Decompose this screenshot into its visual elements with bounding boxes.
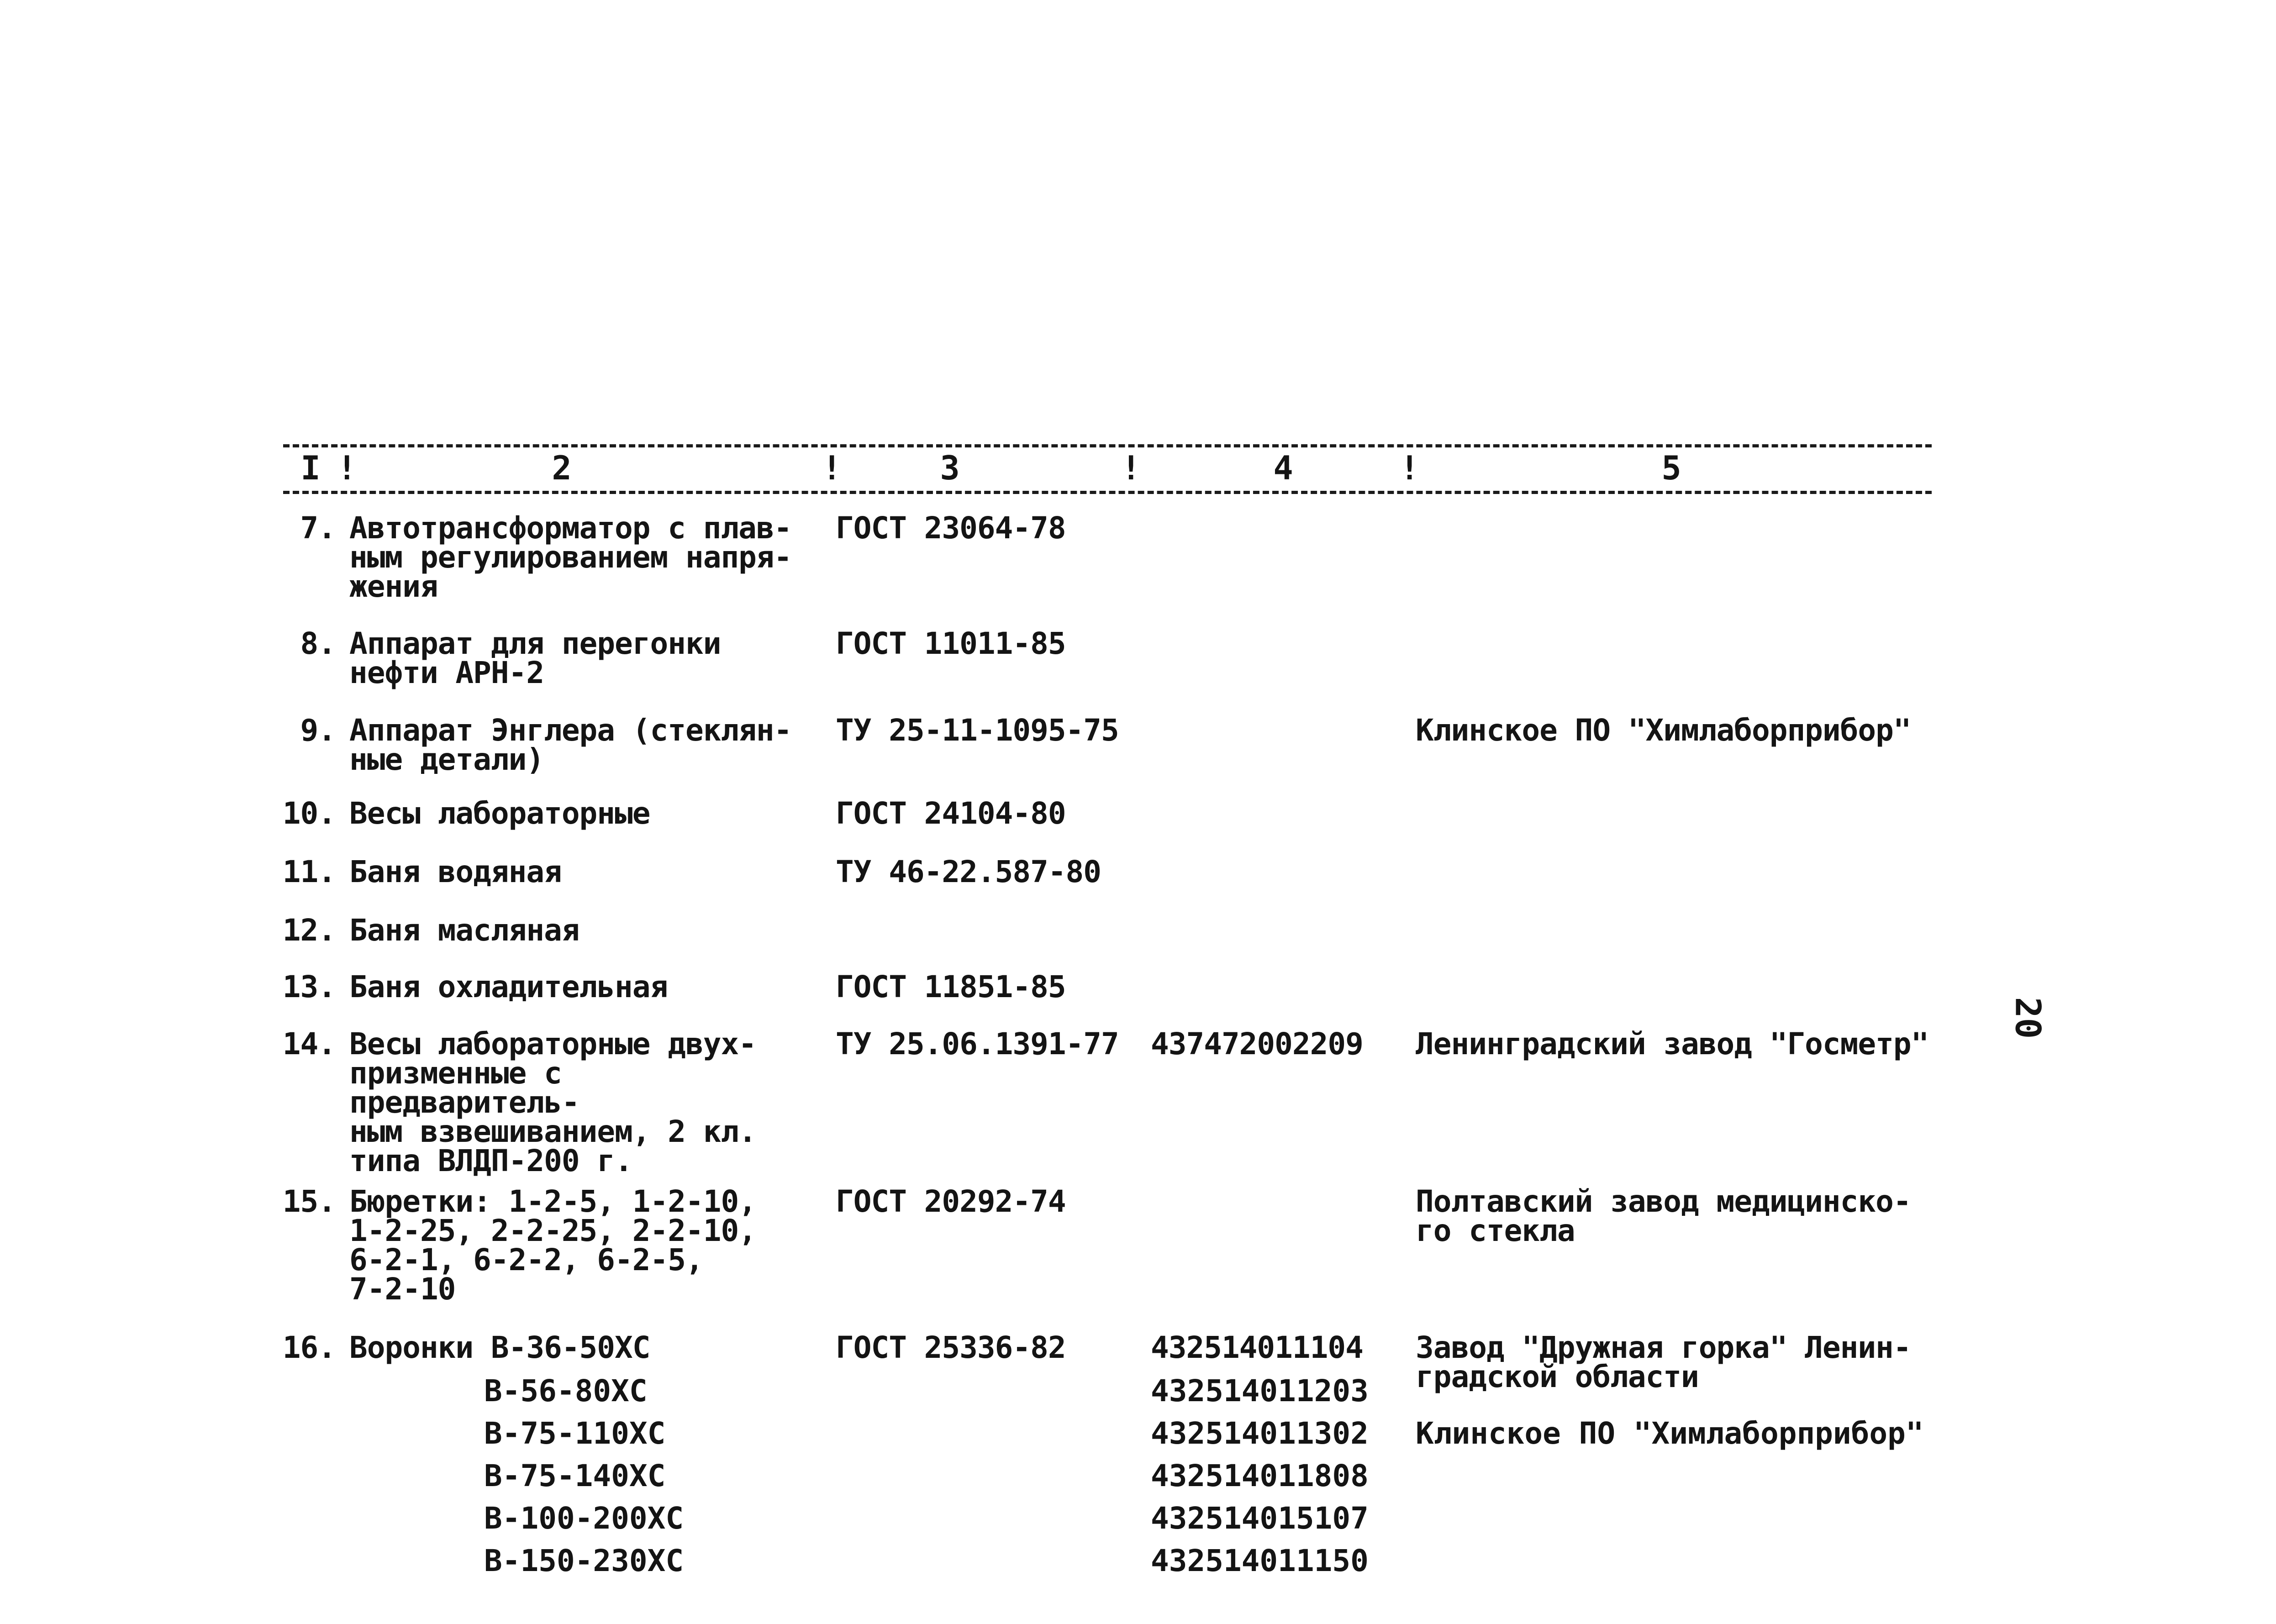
standard-reference: ГОСТ 11011-85 [836,626,1066,661]
item-name: Баня водяная [349,854,562,889]
standard-reference: ТУ 46-22.587-80 [836,854,1101,889]
funnel-model: В-75-110ХС [484,1416,666,1451]
item-name: Весы лабораторные [349,796,650,831]
standard-reference: ТУ 25.06.1391-77 [836,1026,1119,1062]
row-number: 10. [282,796,336,831]
table-top-rule [283,444,1932,447]
funnel-code: 432514011150 [1151,1543,1369,1578]
standard-reference: ГОСТ 25336-82 [836,1330,1066,1365]
item-name: Баня охладительная [349,969,668,1004]
standard-reference: ТУ 25-11-1095-75 [836,713,1119,748]
header-col-4: 4 [1273,449,1293,487]
funnel-model: В-75-140ХС [484,1458,666,1493]
header-col-1: I [300,449,321,487]
manufacturer-secondary: Клинское ПО "Химлаборприбор" [1416,1416,1924,1451]
funnel-model: В-100-200ХС [484,1501,684,1536]
row-number: 15. [282,1184,336,1219]
manufacturer: Завод "Дружная горка" Ленин- градской области [1416,1330,1911,1394]
product-code: 437472002209 [1151,1026,1363,1062]
row-number: 13. [282,969,336,1004]
funnel-model: В-150-230ХС [484,1543,684,1578]
funnel-code: 432514011808 [1151,1458,1369,1493]
header-col-2: 2 [552,449,572,487]
item-name: Весы лабораторные двух- призменные с предваритель- ным взвешиванием, 2 кл. типа ВЛДП-200 г. [349,1026,756,1178]
funnel-code: 432514015107 [1151,1501,1369,1536]
item-name: Бюретки: 1-2-5, 1-2-10, 1-2-25, 2-2-25, 2-2-10, 6-2-1, 6-2-2, 6-2-5, 7-2-10 [349,1184,756,1307]
header-separator: ! [1121,449,1141,487]
manufacturer: Клинское ПО "Химлаборприбор" [1416,713,1911,748]
table-header-rule [283,491,1932,494]
item-name: Аппарат Энглера (стеклян- ные детали) [349,713,792,777]
page-number: 20 [2007,997,2049,1039]
header-separator: ! [822,449,842,487]
row-number: 12. [282,913,336,948]
row-number: 11. [282,854,336,889]
item-name: Баня масляная [349,913,580,948]
standard-reference: ГОСТ 20292-74 [836,1184,1066,1219]
row-number: 16. [282,1330,336,1365]
header-separator: ! [1400,449,1420,487]
standard-reference: ГОСТ 23064-78 [836,510,1066,546]
item-name: Аппарат для перегонки нефти АРН-2 [349,626,721,690]
header-col-3: 3 [940,449,960,487]
item-name: Автотрансформатор с плав- ным регулированием напря- жения [349,510,792,604]
manufacturer: Полтавский завод медицинско- го стекла [1416,1184,1911,1248]
funnel-code: 432514011203 [1151,1373,1369,1409]
header-col-5: 5 [1661,449,1681,487]
funnel-code: 432514011302 [1151,1416,1369,1451]
row-number: 9. [300,713,336,748]
row-number: 7. [300,510,336,546]
standard-reference: ГОСТ 24104-80 [836,796,1066,831]
manufacturer: Ленинградский завод "Госметр" [1416,1026,1929,1062]
product-code: 432514011104 [1151,1330,1363,1365]
row-number: 8. [300,626,336,661]
standard-reference: ГОСТ 11851-85 [836,969,1066,1004]
item-name: Воронки В-36-50ХС [349,1330,650,1365]
row-number: 14. [282,1026,336,1062]
funnel-model: В-56-80ХС [484,1373,648,1409]
header-separator: ! [337,449,357,487]
